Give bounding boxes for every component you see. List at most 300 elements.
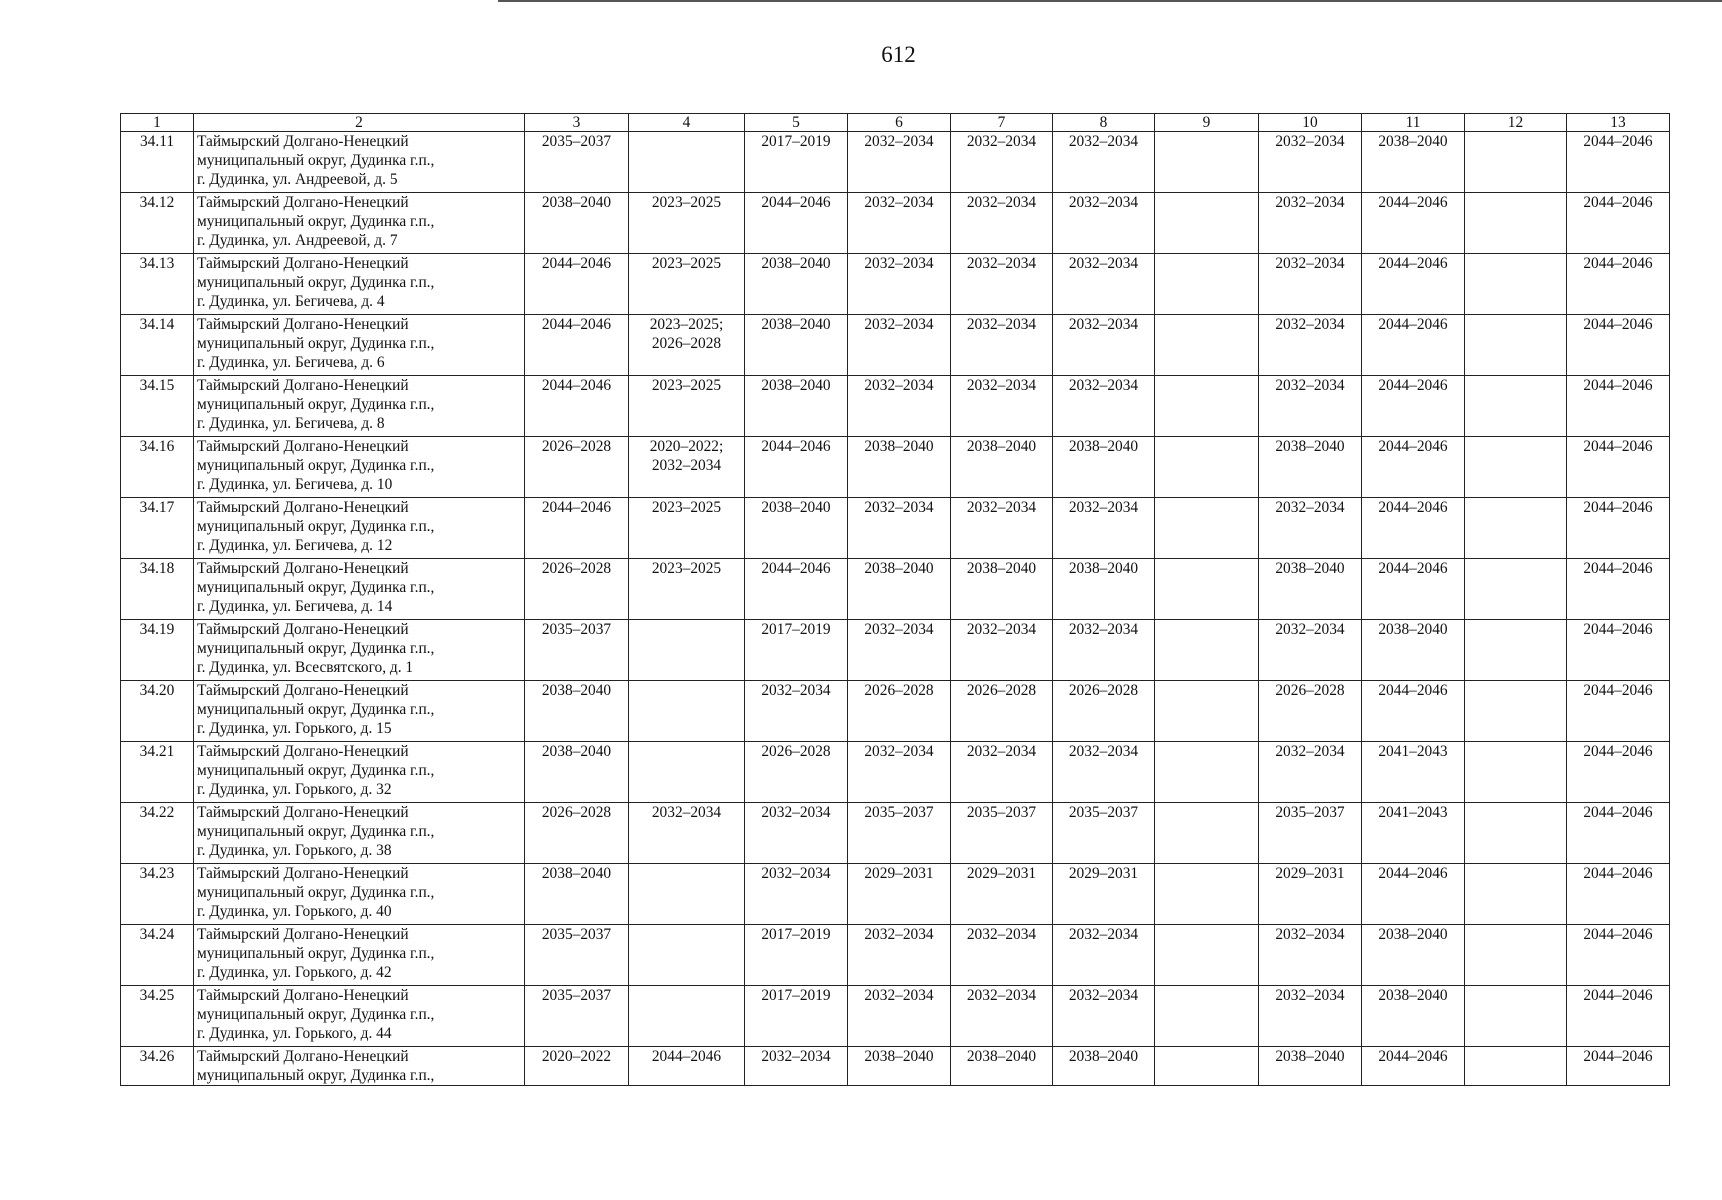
period-cell-8: 2032–2034 — [1053, 254, 1155, 315]
address-line: Таймырский Долгано-Ненецкий — [197, 621, 409, 638]
period-cell-12 — [1465, 925, 1567, 986]
period-cell-7: 2032–2034 — [951, 376, 1053, 437]
address-line: Таймырский Долгано-Ненецкий — [197, 255, 409, 272]
address-cell — [194, 132, 525, 193]
period-cell-12 — [1465, 620, 1567, 681]
period-cell-5: 2026–2028 — [745, 742, 848, 803]
period-cell-4 — [629, 437, 745, 498]
address-line: Таймырский Долгано-Ненецкий — [197, 865, 409, 882]
period-cell-8: 2032–2034 — [1053, 620, 1155, 681]
address-cell — [194, 498, 525, 559]
period-cell-13: 2044–2046 — [1567, 559, 1670, 620]
period-cell-4 — [629, 315, 745, 376]
period-cell-10: 2038–2040 — [1259, 437, 1362, 498]
period-cell-13: 2044–2046 — [1567, 925, 1670, 986]
period-cell-5: 2044–2046 — [745, 559, 848, 620]
period-cell-7: 2035–2037 — [951, 803, 1053, 864]
period-cell-6: 2032–2034 — [848, 315, 951, 376]
period-cell-7: 2026–2028 — [951, 681, 1053, 742]
period-cell-11: 2044–2046 — [1362, 254, 1465, 315]
period-cell-11: 2038–2040 — [1362, 132, 1465, 193]
period-cell-10: 2032–2034 — [1259, 193, 1362, 254]
period-cell-4 — [629, 742, 745, 803]
period-cell-8: 2038–2040 — [1053, 1047, 1155, 1086]
period-cell-13: 2044–2046 — [1567, 986, 1670, 1047]
address-line: муниципальный округ, Дудинка г.п., — [197, 335, 435, 352]
address-cell — [194, 193, 525, 254]
period-cell-12 — [1465, 681, 1567, 742]
address-line: г. Дудинка, ул. Горького, д. 38 — [197, 842, 392, 859]
period-cell-11: 2044–2046 — [1362, 376, 1465, 437]
column-header: 9 — [1155, 114, 1259, 132]
period-cell-6: 2038–2040 — [848, 1047, 951, 1086]
address-line: муниципальный округ, Дудинка г.п., — [197, 884, 435, 901]
address-line: г. Дудинка, ул. Горького, д. 44 — [197, 1025, 392, 1042]
period-cell-7: 2032–2034 — [951, 925, 1053, 986]
period-cell-5: 2038–2040 — [745, 254, 848, 315]
address-cell — [194, 254, 525, 315]
address-line: муниципальный округ, Дудинка г.п., — [197, 1006, 435, 1023]
period-cell-3: 2026–2028 — [525, 437, 629, 498]
period-cell-6: 2035–2037 — [848, 803, 951, 864]
period-cell-8: 2032–2034 — [1053, 376, 1155, 437]
table-row — [121, 1047, 1670, 1086]
period-cell-11: 2044–2046 — [1362, 559, 1465, 620]
period-cell-5: 2032–2034 — [745, 1047, 848, 1086]
column-header: 6 — [848, 114, 951, 132]
period-value: 2032–2034 — [651, 457, 722, 474]
address-line: муниципальный округ, Дудинка г.п., — [197, 1067, 435, 1084]
period-cell-12 — [1465, 1047, 1567, 1086]
period-cell-9 — [1155, 925, 1259, 986]
column-header: 1 — [121, 114, 194, 132]
period-cell-11: 2038–2040 — [1362, 620, 1465, 681]
period-cell-6: 2029–2031 — [848, 864, 951, 925]
address-line: г. Дудинка, ул. Бегичева, д. 6 — [197, 354, 385, 371]
period-cell-9 — [1155, 376, 1259, 437]
period-cell-4 — [629, 1047, 745, 1086]
period-cell-7: 2032–2034 — [951, 315, 1053, 376]
period-cell-10: 2032–2034 — [1259, 925, 1362, 986]
period-cell-12 — [1465, 803, 1567, 864]
row-number: 34.23 — [121, 864, 194, 925]
address-line: муниципальный округ, Дудинка г.п., — [197, 396, 435, 413]
address-line: Таймырский Долгано-Ненецкий — [197, 682, 409, 699]
period-cell-13: 2044–2046 — [1567, 620, 1670, 681]
table-row — [121, 132, 1670, 193]
address-cell — [194, 437, 525, 498]
period-cell-9 — [1155, 986, 1259, 1047]
address-cell — [194, 742, 525, 803]
address-cell — [194, 681, 525, 742]
period-cell-7: 2032–2034 — [951, 254, 1053, 315]
period-cell-9 — [1155, 193, 1259, 254]
row-number: 34.19 — [121, 620, 194, 681]
period-cell-7: 2032–2034 — [951, 986, 1053, 1047]
column-header: 8 — [1053, 114, 1155, 132]
period-cell-6: 2032–2034 — [848, 376, 951, 437]
period-cell-12 — [1465, 498, 1567, 559]
period-cell-4 — [629, 620, 745, 681]
period-cell-11: 2044–2046 — [1362, 315, 1465, 376]
row-number: 34.18 — [121, 559, 194, 620]
address-line: Таймырский Долгано-Ненецкий — [197, 926, 409, 943]
period-cell-5: 2017–2019 — [745, 620, 848, 681]
period-cell-13: 2044–2046 — [1567, 437, 1670, 498]
address-line: г. Дудинка, ул. Горького, д. 32 — [197, 781, 392, 798]
period-cell-4 — [629, 803, 745, 864]
address-line: г. Дудинка, ул. Горького, д. 42 — [197, 964, 392, 981]
period-cell-8: 2032–2034 — [1053, 132, 1155, 193]
period-cell-6: 2032–2034 — [848, 742, 951, 803]
period-cell-6: 2032–2034 — [848, 132, 951, 193]
period-cell-9 — [1155, 498, 1259, 559]
row-number: 34.21 — [121, 742, 194, 803]
address-line: г. Дудинка, ул. Всесвятского, д. 1 — [197, 659, 414, 676]
address-line: г. Дудинка, ул. Горького, д. 15 — [197, 720, 392, 737]
address-cell — [194, 864, 525, 925]
period-cell-8: 2029–2031 — [1053, 864, 1155, 925]
period-cell-9 — [1155, 254, 1259, 315]
period-cell-5: 2032–2034 — [745, 681, 848, 742]
address-line: муниципальный округ, Дудинка г.п., — [197, 213, 435, 230]
address-cell — [194, 1047, 525, 1086]
period-cell-9 — [1155, 315, 1259, 376]
period-cell-3: 2038–2040 — [525, 864, 629, 925]
row-number: 34.11 — [121, 132, 194, 193]
address-line: г. Дудинка, ул. Бегичева, д. 4 — [197, 293, 385, 310]
address-cell — [194, 559, 525, 620]
period-cell-8: 2026–2028 — [1053, 681, 1155, 742]
address-line: Таймырский Долгано-Ненецкий — [197, 804, 409, 821]
period-cell-6: 2038–2040 — [848, 559, 951, 620]
address-line: муниципальный округ, Дудинка г.п., — [197, 579, 435, 596]
table-row — [121, 742, 1670, 803]
period-cell-11: 2044–2046 — [1362, 1047, 1465, 1086]
top-rule — [498, 0, 1722, 2]
address-line: Таймырский Долгано-Ненецкий — [197, 438, 409, 455]
period-cell-13: 2044–2046 — [1567, 864, 1670, 925]
period-cell-10: 2038–2040 — [1259, 1047, 1362, 1086]
period-cell-11: 2038–2040 — [1362, 925, 1465, 986]
column-header: 12 — [1465, 114, 1567, 132]
period-cell-3: 2038–2040 — [525, 193, 629, 254]
column-header: 10 — [1259, 114, 1362, 132]
table-row — [121, 559, 1670, 620]
period-cell-13: 2044–2046 — [1567, 376, 1670, 437]
period-cell-12 — [1465, 193, 1567, 254]
period-cell-6: 2032–2034 — [848, 986, 951, 1047]
address-cell — [194, 803, 525, 864]
period-cell-5: 2044–2046 — [745, 193, 848, 254]
period-cell-13: 2044–2046 — [1567, 803, 1670, 864]
period-cell-7: 2032–2034 — [951, 620, 1053, 681]
period-cell-13: 2044–2046 — [1567, 1047, 1670, 1086]
table-row — [121, 254, 1670, 315]
row-number: 34.20 — [121, 681, 194, 742]
period-cell-12 — [1465, 742, 1567, 803]
table-row — [121, 864, 1670, 925]
address-line: муниципальный округ, Дудинка г.п., — [197, 518, 435, 535]
address-line: Таймырский Долгано-Ненецкий — [197, 377, 409, 394]
period-cell-3: 2038–2040 — [525, 742, 629, 803]
period-value: 2023–2025 — [651, 560, 722, 577]
period-cell-9 — [1155, 742, 1259, 803]
column-header: 3 — [525, 114, 629, 132]
column-header: 4 — [629, 114, 745, 132]
table-row — [121, 376, 1670, 437]
address-line: Таймырский Долгано-Ненецкий — [197, 560, 409, 577]
address-line: г. Дудинка, ул. Андреевой, д. 7 — [197, 232, 398, 249]
period-cell-5: 2038–2040 — [745, 498, 848, 559]
period-cell-7: 2038–2040 — [951, 437, 1053, 498]
address-line: муниципальный округ, Дудинка г.п., — [197, 152, 435, 169]
period-cell-12 — [1465, 986, 1567, 1047]
address-line: г. Дудинка, ул. Горького, д. 40 — [197, 903, 392, 920]
table-row — [121, 315, 1670, 376]
address-line: муниципальный округ, Дудинка г.п., — [197, 762, 435, 779]
address-line: г. Дудинка, ул. Андреевой, д. 5 — [197, 171, 398, 188]
period-value: 2044–2046 — [651, 1048, 722, 1065]
period-cell-3: 2044–2046 — [525, 376, 629, 437]
row-number: 34.14 — [121, 315, 194, 376]
column-header: 13 — [1567, 114, 1670, 132]
period-cell-7: 2038–2040 — [951, 1047, 1053, 1086]
address-line: Таймырский Долгано-Ненецкий — [197, 743, 409, 760]
period-cell-3: 2035–2037 — [525, 132, 629, 193]
period-cell-6: 2032–2034 — [848, 193, 951, 254]
row-number: 34.22 — [121, 803, 194, 864]
period-cell-13: 2044–2046 — [1567, 498, 1670, 559]
period-cell-9 — [1155, 620, 1259, 681]
period-cell-8: 2032–2034 — [1053, 925, 1155, 986]
address-line: Таймырский Долгано-Ненецкий — [197, 987, 409, 1004]
period-cell-11: 2041–2043 — [1362, 803, 1465, 864]
address-line: Таймырский Долгано-Ненецкий — [197, 133, 409, 150]
period-cell-12 — [1465, 864, 1567, 925]
period-cell-12 — [1465, 254, 1567, 315]
table-row — [121, 803, 1670, 864]
period-cell-5: 2038–2040 — [745, 315, 848, 376]
period-cell-12 — [1465, 559, 1567, 620]
period-cell-6: 2026–2028 — [848, 681, 951, 742]
period-cell-9 — [1155, 559, 1259, 620]
period-cell-8: 2032–2034 — [1053, 986, 1155, 1047]
period-cell-12 — [1465, 376, 1567, 437]
period-cell-10: 2032–2034 — [1259, 986, 1362, 1047]
column-header: 5 — [745, 114, 848, 132]
period-cell-10: 2035–2037 — [1259, 803, 1362, 864]
column-header: 7 — [951, 114, 1053, 132]
period-cell-7: 2032–2034 — [951, 193, 1053, 254]
period-cell-3: 2044–2046 — [525, 254, 629, 315]
period-cell-4 — [629, 498, 745, 559]
period-cell-13: 2044–2046 — [1567, 742, 1670, 803]
period-cell-10: 2038–2040 — [1259, 559, 1362, 620]
period-cell-6: 2038–2040 — [848, 437, 951, 498]
period-value: 2032–2034 — [651, 804, 722, 821]
row-number: 34.16 — [121, 437, 194, 498]
period-cell-12 — [1465, 132, 1567, 193]
period-cell-9 — [1155, 681, 1259, 742]
address-line: муниципальный округ, Дудинка г.п., — [197, 701, 435, 718]
period-cell-6: 2032–2034 — [848, 620, 951, 681]
address-cell — [194, 620, 525, 681]
period-cell-7: 2032–2034 — [951, 132, 1053, 193]
period-cell-10: 2032–2034 — [1259, 376, 1362, 437]
period-cell-6: 2032–2034 — [848, 925, 951, 986]
period-cell-10: 2029–2031 — [1259, 864, 1362, 925]
period-cell-3: 2035–2037 — [525, 925, 629, 986]
period-cell-5: 2038–2040 — [745, 376, 848, 437]
period-cell-5: 2017–2019 — [745, 132, 848, 193]
period-cell-3: 2026–2028 — [525, 803, 629, 864]
period-cell-12 — [1465, 437, 1567, 498]
period-cell-10: 2032–2034 — [1259, 498, 1362, 559]
period-cell-4 — [629, 254, 745, 315]
address-line: муниципальный округ, Дудинка г.п., — [197, 640, 435, 657]
address-line: г. Дудинка, ул. Бегичева, д. 10 — [197, 476, 393, 493]
address-line: Таймырский Долгано-Ненецкий — [197, 499, 409, 516]
period-cell-13: 2044–2046 — [1567, 193, 1670, 254]
period-cell-11: 2038–2040 — [1362, 986, 1465, 1047]
period-cell-10: 2032–2034 — [1259, 315, 1362, 376]
period-cell-8: 2038–2040 — [1053, 559, 1155, 620]
table-row — [121, 681, 1670, 742]
table-row — [121, 193, 1670, 254]
address-cell — [194, 986, 525, 1047]
period-cell-11: 2044–2046 — [1362, 437, 1465, 498]
schedule-table — [120, 113, 1670, 1086]
column-header: 2 — [194, 114, 525, 132]
address-cell — [194, 315, 525, 376]
period-cell-9 — [1155, 864, 1259, 925]
period-cell-11: 2044–2046 — [1362, 681, 1465, 742]
period-cell-4 — [629, 132, 745, 193]
address-line: муниципальный округ, Дудинка г.п., — [197, 274, 435, 291]
address-line: г. Дудинка, ул. Бегичева, д. 8 — [197, 415, 385, 432]
period-cell-5: 2044–2046 — [745, 437, 848, 498]
period-cell-13: 2044–2046 — [1567, 132, 1670, 193]
table-row — [121, 986, 1670, 1047]
period-cell-4 — [629, 559, 745, 620]
period-cell-10: 2032–2034 — [1259, 620, 1362, 681]
period-cell-10: 2032–2034 — [1259, 132, 1362, 193]
period-cell-9 — [1155, 132, 1259, 193]
period-cell-7: 2032–2034 — [951, 498, 1053, 559]
period-cell-11: 2041–2043 — [1362, 742, 1465, 803]
table-row — [121, 925, 1670, 986]
period-cell-3: 2035–2037 — [525, 986, 629, 1047]
period-cell-8: 2032–2034 — [1053, 193, 1155, 254]
period-cell-9 — [1155, 1047, 1259, 1086]
period-cell-5: 2032–2034 — [745, 864, 848, 925]
period-cell-4 — [629, 925, 745, 986]
period-cell-5: 2017–2019 — [745, 925, 848, 986]
period-value: 2023–2025 — [651, 194, 722, 211]
period-cell-7: 2032–2034 — [951, 742, 1053, 803]
row-number: 34.12 — [121, 193, 194, 254]
period-value: 2026–2028 — [651, 335, 722, 352]
address-line: муниципальный округ, Дудинка г.п., — [197, 823, 435, 840]
period-cell-13: 2044–2046 — [1567, 254, 1670, 315]
row-number: 34.26 — [121, 1047, 194, 1086]
period-cell-5: 2032–2034 — [745, 803, 848, 864]
address-line: муниципальный округ, Дудинка г.п., — [197, 945, 435, 962]
address-line: Таймырский Долгано-Ненецкий — [197, 316, 409, 333]
period-cell-9 — [1155, 437, 1259, 498]
period-cell-3: 2020–2022 — [525, 1047, 629, 1086]
row-number: 34.25 — [121, 986, 194, 1047]
period-cell-3: 2038–2040 — [525, 681, 629, 742]
period-cell-13: 2044–2046 — [1567, 315, 1670, 376]
address-line: г. Дудинка, ул. Бегичева, д. 12 — [197, 537, 393, 554]
period-cell-10: 2026–2028 — [1259, 681, 1362, 742]
period-cell-8: 2032–2034 — [1053, 315, 1155, 376]
period-cell-8: 2038–2040 — [1053, 437, 1155, 498]
period-cell-4 — [629, 681, 745, 742]
period-value: 2023–2025 — [651, 377, 722, 394]
row-number: 34.15 — [121, 376, 194, 437]
period-value: 2020–2022; — [649, 438, 724, 455]
period-cell-6: 2032–2034 — [848, 254, 951, 315]
column-number-row — [121, 114, 1670, 132]
period-cell-11: 2044–2046 — [1362, 498, 1465, 559]
address-cell — [194, 925, 525, 986]
row-number: 34.24 — [121, 925, 194, 986]
period-cell-4 — [629, 376, 745, 437]
period-cell-11: 2044–2046 — [1362, 193, 1465, 254]
address-line: муниципальный округ, Дудинка г.п., — [197, 457, 435, 474]
period-cell-12 — [1465, 315, 1567, 376]
period-cell-6: 2032–2034 — [848, 498, 951, 559]
period-cell-7: 2029–2031 — [951, 864, 1053, 925]
period-cell-10: 2032–2034 — [1259, 742, 1362, 803]
period-value: 2023–2025 — [651, 255, 722, 272]
period-cell-3: 2044–2046 — [525, 315, 629, 376]
period-cell-3: 2044–2046 — [525, 498, 629, 559]
period-cell-8: 2032–2034 — [1053, 742, 1155, 803]
period-cell-13: 2044–2046 — [1567, 681, 1670, 742]
period-cell-3: 2026–2028 — [525, 559, 629, 620]
column-header: 11 — [1362, 114, 1465, 132]
row-number: 34.17 — [121, 498, 194, 559]
period-cell-7: 2038–2040 — [951, 559, 1053, 620]
period-cell-8: 2032–2034 — [1053, 498, 1155, 559]
address-line: Таймырский Долгано-Ненецкий — [197, 194, 409, 211]
address-line: г. Дудинка, ул. Бегичева, д. 14 — [197, 598, 393, 615]
period-cell-4 — [629, 986, 745, 1047]
table-row — [121, 498, 1670, 559]
period-value: 2023–2025 — [651, 499, 722, 516]
period-cell-3: 2035–2037 — [525, 620, 629, 681]
table-body — [121, 132, 1670, 1086]
period-cell-8: 2035–2037 — [1053, 803, 1155, 864]
period-cell-9 — [1155, 803, 1259, 864]
period-cell-5: 2017–2019 — [745, 986, 848, 1047]
row-number: 34.13 — [121, 254, 194, 315]
period-cell-4 — [629, 193, 745, 254]
table-row — [121, 620, 1670, 681]
table-row — [121, 437, 1670, 498]
period-value: 2023–2025; — [649, 316, 724, 333]
period-cell-11: 2044–2046 — [1362, 864, 1465, 925]
period-cell-4 — [629, 864, 745, 925]
address-line: Таймырский Долгано-Ненецкий — [197, 1048, 409, 1065]
page-number: 612 — [881, 42, 916, 67]
address-cell — [194, 376, 525, 437]
period-cell-10: 2032–2034 — [1259, 254, 1362, 315]
